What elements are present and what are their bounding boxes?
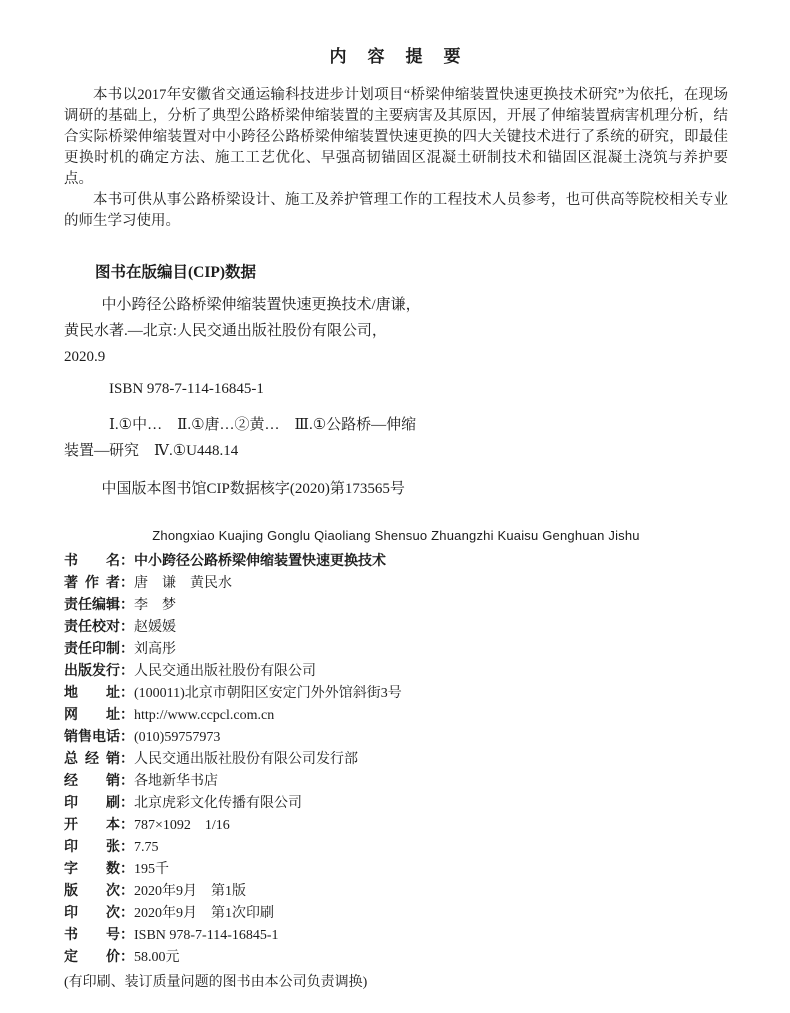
publication-value: 人民交通出版社股份有限公司发行部 xyxy=(134,752,358,767)
pinyin-title: Zhongxiao Kuajing Gonglu Qiaoliang Shensuo Zhuangzhi Kuaisu Genghuan Jishu xyxy=(152,528,640,543)
publication-label: 印 次： xyxy=(64,906,134,921)
publication-label: 地 址： xyxy=(64,686,134,701)
publication-value: 58.00元 xyxy=(134,950,180,965)
publication-label: 责任编辑： xyxy=(64,598,134,613)
publication-label: 责任校对： xyxy=(64,620,134,635)
publication-row-price xyxy=(64,947,728,969)
publication-row-retail xyxy=(64,771,728,793)
cip-classification-line: 装置—研究 Ⅳ.①U448.14 xyxy=(64,443,239,459)
publication-label: 著 作 者： xyxy=(64,576,134,591)
publication-value: 李 梦 xyxy=(134,598,176,613)
publication-value: ISBN 978-7-114-16845-1 xyxy=(134,928,279,943)
publication-value: 刘高彤 xyxy=(134,642,176,657)
publication-value: 人民交通出版社股份有限公司 xyxy=(134,664,316,679)
publication-label: 版 次： xyxy=(64,884,134,899)
publication-row-authors xyxy=(64,573,728,595)
publication-value: 唐 谦 黄民水 xyxy=(134,576,232,591)
summary-paragraph-2: 本书可供从事公路桥梁设计、施工及养护管理工作的工程技术人员参考，也可供高等院校相关专业的师生学习使用。 xyxy=(64,192,728,229)
publication-value: (100011)北京市朝阳区安定门外外馆斜街3号 xyxy=(134,686,402,701)
publication-value: 北京虎彩文化传播有限公司 xyxy=(134,796,302,811)
publication-label: 责任印制： xyxy=(64,642,134,657)
publication-value: 2020年9月 第1次印刷 xyxy=(134,906,274,921)
cip-description-line: 中小跨径公路桥梁伸缩装置快速更换技术/唐谦， xyxy=(101,297,421,313)
cip-isbn-line: ISBN 978-7-114-16845-1 xyxy=(109,381,264,397)
publication-label: 网 址： xyxy=(64,708,134,723)
publication-value: 中小跨径公路桥梁伸缩装置快速更换技术 xyxy=(134,554,386,569)
publication-row-website xyxy=(64,705,728,727)
publication-row-title xyxy=(64,551,728,573)
publication-label: 出版发行： xyxy=(64,664,134,679)
publication-value: (010)59757973 xyxy=(134,730,221,745)
publication-label: 印 刷： xyxy=(64,796,134,811)
summary-title: 内 容 提 要 xyxy=(329,47,463,66)
publication-row-address xyxy=(64,683,728,705)
publication-value: 7.75 xyxy=(134,840,159,855)
publication-row-sales-phone xyxy=(64,727,728,749)
publication-label: 印 张： xyxy=(64,840,134,855)
publication-row-isbn xyxy=(64,925,728,947)
publication-value: 787×1092 1/16 xyxy=(134,818,230,833)
publication-row-impression xyxy=(64,903,728,925)
cip-description-line: 2020.9 xyxy=(64,349,106,365)
cip-classification-line: Ⅰ.①中… Ⅱ.①唐…②黄… Ⅲ.①公路桥—伸缩 xyxy=(109,417,417,433)
publication-row-print-manager xyxy=(64,639,728,661)
publication-label: 字 数： xyxy=(64,862,134,877)
publication-value: 各地新华书店 xyxy=(134,774,218,789)
summary-paragraph-1: 本书以2017年安徽省交通运输科技进步计划项目“桥梁伸缩装置快速更换技术研究”为依托，在现场调研的基础上，分析了典型公路桥梁伸缩装置的主要病害及其原因，开展了伸缩装置病害机理分析，结合实际桥梁伸缩装置对中小跨径公路桥梁伸缩装置快速更换的四大关键技术进行了系统的研究，即最佳更换时机的确定方法、施工工艺优化、早强高韧锚固区混凝土研制技术和锚固区混凝土浇筑与养护要点。 xyxy=(64,87,728,187)
publication-label: 开 本： xyxy=(64,818,134,833)
cip-block xyxy=(64,292,728,502)
publication-row-distributor xyxy=(64,749,728,771)
publication-value: 2020年9月 第1版 xyxy=(134,884,246,899)
publication-row-word-count xyxy=(64,859,728,881)
publication-value: 195千 xyxy=(134,862,169,877)
publication-label: 书 号： xyxy=(64,928,134,943)
publication-info-list xyxy=(64,551,728,969)
publication-label: 销售电话： xyxy=(64,730,134,745)
publication-row-publisher xyxy=(64,661,728,683)
publication-label: 经 销： xyxy=(64,774,134,789)
publication-row-printer xyxy=(64,793,728,815)
publication-row-editor xyxy=(64,595,728,617)
cip-record-line: 中国版本图书馆CIP数据核字(2020)第173565号 xyxy=(101,481,405,497)
quality-exchange-note: (有印刷、装订质量问题的图书由本公司负责调换) xyxy=(64,975,368,990)
publication-row-proofreader xyxy=(64,617,728,639)
publication-row-format xyxy=(64,815,728,837)
cip-description-line: 黄民水著.—北京:人民交通出版社股份有限公司， xyxy=(64,323,387,339)
publication-row-sheets xyxy=(64,837,728,859)
publication-url: http://www.ccpcl.com.cn xyxy=(134,708,275,723)
publication-label: 书 名： xyxy=(64,554,134,569)
publication-value: 赵媛媛 xyxy=(134,620,176,635)
publication-row-edition xyxy=(64,881,728,903)
publication-label: 定 价： xyxy=(64,950,134,965)
cip-heading: 图书在版编目(CIP)数据 xyxy=(95,264,257,281)
publication-label: 总 经 销： xyxy=(64,752,134,767)
